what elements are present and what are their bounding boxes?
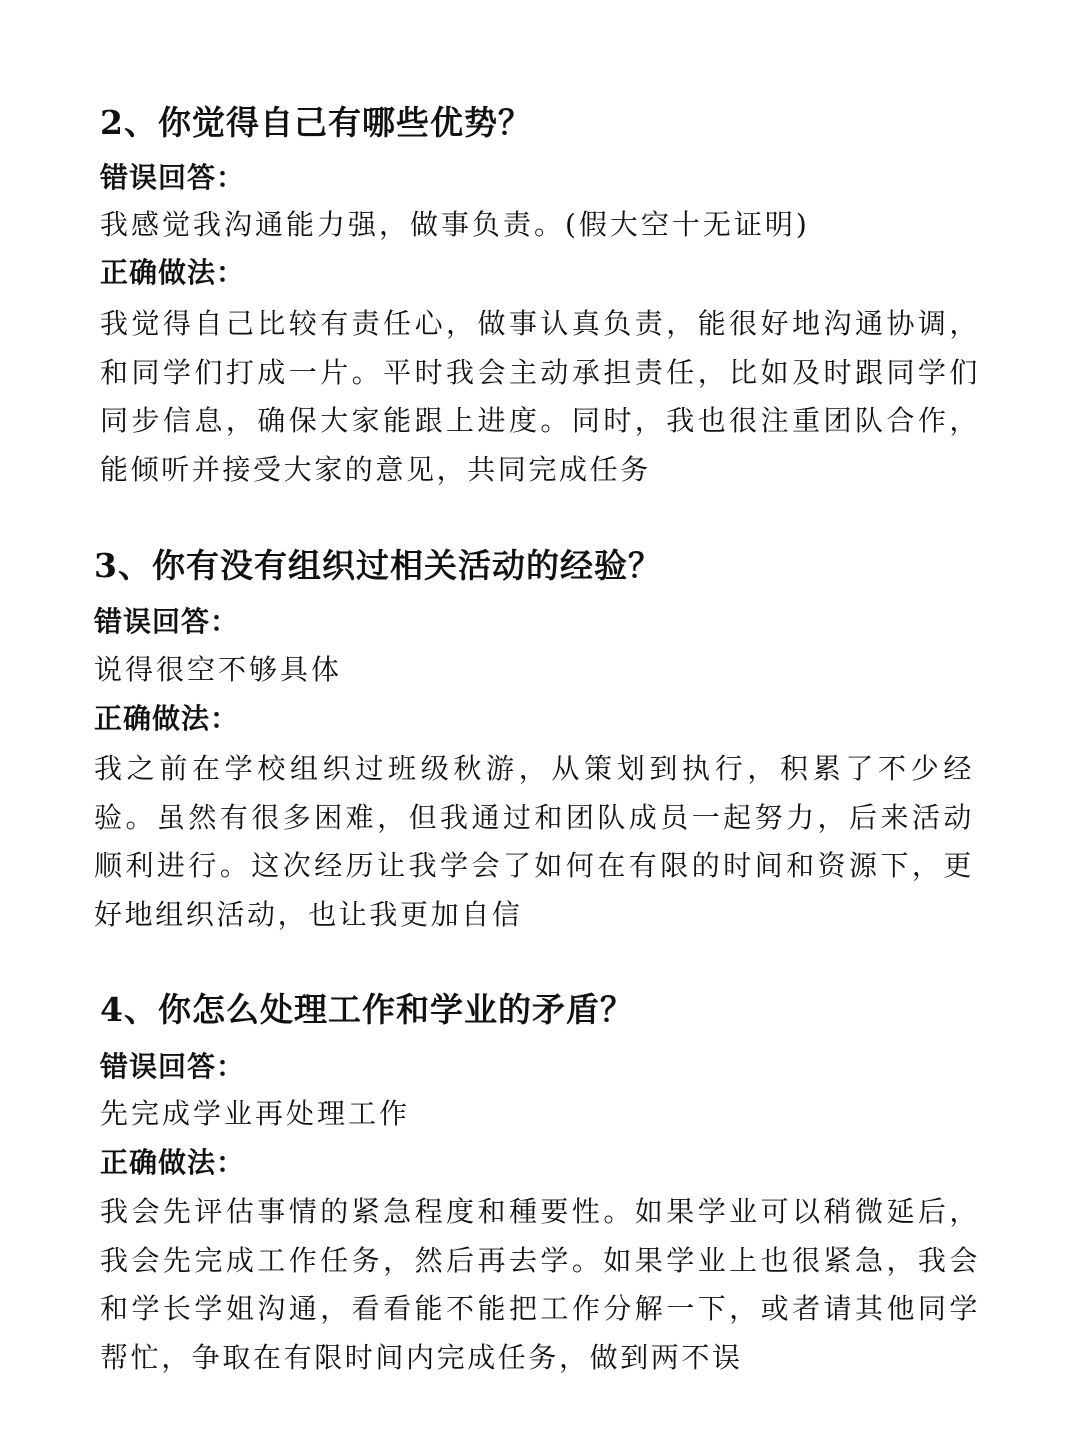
correct-approach-text: 我会先评估事情的紧急程度和種要性。如果学业可以稍微延后，我会先完成工作任务，然后再去学。如果学业上也很紧急，我会和学长学姐沟通，看看能不能把工作分解一下，或者请其他同学帮忙，争取在有限时间内完成任务，做到两不误 [100, 1195, 980, 1374]
wrong-answer-text: 我感觉我沟通能力强，做事负责。(假大空十无证明) [100, 208, 810, 241]
wrong-answer-label: 错误回答： [100, 161, 246, 194]
correct-approach-text: 我觉得自己比较有责任心，做事认真负责，能很好地沟通协调，和同学们打成一片。平时我会主动承担责任，比如及时跟同学们同步信息，确保大家能跟上进度。同时，我也很注重团队合作，能倾听并接受大家的意见，共同完成任务 [100, 307, 980, 486]
wrong-answer-label: 错误回答： [100, 1050, 246, 1083]
correct-approach-label: 正确做法： [94, 702, 240, 735]
wrong-answer-text: 说得很空不够具体 [94, 653, 343, 686]
correct-approach-label: 正确做法： [100, 256, 246, 289]
wrong-answer-text: 先完成学业再处理工作 [100, 1097, 411, 1130]
correct-approach-text: 我之前在学校组织过班级秋游，从策划到执行，积累了不少经验。虽然有很多困难，但我通过和团队成员一起努力，后来活动顺利进行。这次经历让我学会了如何在有限的时间和资源下，更好地组织活动，也让我更加自信 [94, 752, 974, 931]
wrong-answer-label: 错误回答： [94, 605, 240, 638]
question-title: 2、你觉得自己有哪些优势？ [100, 103, 532, 142]
correct-approach-label: 正确做法： [100, 1146, 246, 1179]
question-title: 3、你有没有组织过相关活动的经验？ [94, 546, 662, 585]
question-title: 4、你怎么处理工作和学业的矛盾？ [100, 990, 634, 1029]
